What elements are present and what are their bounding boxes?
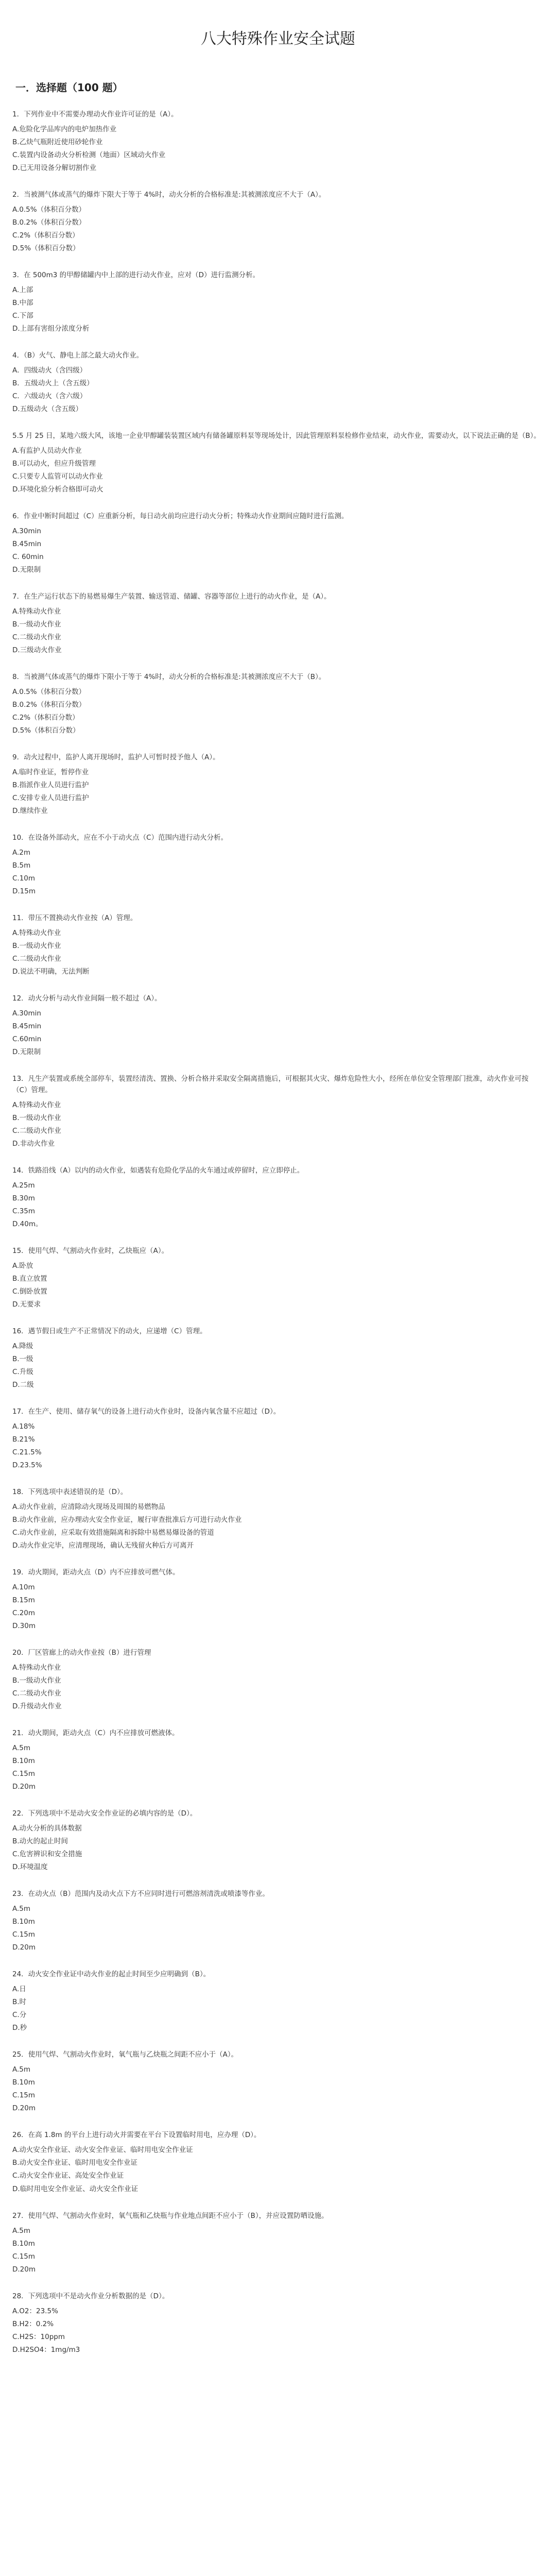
answer-option: D.H2SO4：1mg/m3	[12, 2346, 80, 2354]
answer-option: B.动火安全作业证、临时用电安全作业证	[12, 2159, 138, 2167]
question-item	[12, 511, 544, 575]
answer-option: A.动火安全作业证、动火安全作业证、临时用电安全作业证	[12, 2146, 193, 2154]
answer-option: B.10m	[12, 1918, 35, 1926]
answer-option: D.20m	[12, 1783, 36, 1791]
question-stem: 2．当被测气体或蒸气的爆炸下限大于等于 4%时，动火分析的合格标准是:其被测浓度应不大于（A）。	[12, 191, 326, 199]
question-item	[12, 2049, 544, 2114]
question-stem: 19．动火期间，距动火点（D）内不应排放可燃气体。	[12, 1568, 180, 1577]
question-stem: 10．在设备外部动火，应在不小于动火点（C）范围内进行动火分析。	[12, 834, 228, 842]
answer-option: D.秒	[12, 2024, 27, 2032]
question-stem: 13．凡生产装置或系统全部停车，装置经清洗、置换、分析合格并采取安全隔离措施后，可根据其火灾、爆炸危险性大小，经所在单位安全管理部门批准，动火作业可按（C）管理。	[12, 1075, 529, 1094]
answer-option: C.60min	[12, 1035, 42, 1043]
question-stem: 26．在高 1.8m 的平台上进行动火并需要在平台下设置临时用电，应办理（D）。	[12, 2131, 261, 2139]
answer-option: A.动火分析的具体数据	[12, 1824, 82, 1833]
answer-option: D.20m	[12, 2265, 36, 2274]
answer-option: D.20m	[12, 1943, 36, 1952]
question-stem: 27．使用气焊、气割动火作业时，氧气瓶和乙炔瓶与作业地点间距不应小于（B），并应设置防晒设施。	[12, 2212, 328, 2220]
question-stem: 14．铁路沿线（A）以内的动火作业，如遇装有危险化学品的火车通过或停留时，应立即停止。	[12, 1166, 304, 1175]
question-list	[12, 109, 544, 2355]
answer-option: D.环境化验分析合格即可动火	[12, 485, 103, 494]
answer-option: A.5m	[12, 1905, 31, 1913]
question-item	[12, 2291, 544, 2355]
question-stem: 22．下列选项中不是动火安全作业证的必填内容的是（D）。	[12, 1809, 197, 1818]
answer-option: D.15m	[12, 887, 36, 895]
answer-option: B.0.2%（体积百分数）	[12, 218, 86, 227]
answer-option: C.15m	[12, 1770, 36, 1778]
answer-option: A.30min	[12, 527, 41, 535]
answer-option: C.10m	[12, 874, 36, 883]
answer-option: B.一级动火作业	[12, 1676, 61, 1685]
question-stem: 16．遇节假日或生产不正常情况下的动火，应递增（C）管理。	[12, 1327, 207, 1335]
question-item	[12, 671, 544, 736]
answer-option: A.18%	[12, 1422, 35, 1431]
answer-option: D.30m	[12, 1622, 36, 1630]
answer-option: B.5m	[12, 861, 31, 870]
answer-option: A.上部	[12, 286, 33, 294]
answer-option: C.21.5%	[12, 1448, 42, 1456]
answer-option: D.继续作业	[12, 807, 48, 815]
answer-option: D.二级	[12, 1381, 34, 1389]
answer-option: A.特殊动火作业	[12, 929, 61, 937]
answer-option: C.20m	[12, 1609, 36, 1617]
question-item	[12, 350, 544, 415]
answer-option: C.分	[12, 2011, 27, 2019]
answer-option: A.30min	[12, 1009, 41, 1018]
answer-option: A.临时作业证，暂停作业	[12, 768, 89, 776]
answer-option: B.动火的起止时间	[12, 1837, 68, 1845]
answer-option: C.二级动火作业	[12, 1127, 61, 1135]
question-item	[12, 1647, 544, 1712]
answer-option: C.装置内设备动火分析检测（地面）区域动火作业	[12, 151, 166, 159]
answer-option: D.已无用设备分解切割作业	[12, 164, 97, 172]
answer-option: C.二级动火作业	[12, 633, 61, 641]
answer-option: B.直立放置	[12, 1275, 47, 1283]
answer-option: A.动火作业前，应清除动火现场及周围的易燃物品	[12, 1503, 165, 1511]
question-stem: 9．动火过程中，监护人离开现场时，监护人可暂时授予他人（A）。	[12, 753, 220, 761]
answer-option: C.安排专业人员进行监护	[12, 794, 89, 802]
question-stem: 12．动火分析与动火作业间隔一般不超过（A）。	[12, 994, 162, 1003]
document-title: 八大特殊作业安全试题	[201, 30, 355, 48]
answer-option: C.下部	[12, 312, 33, 320]
answer-option: B.可以动火，但应升级管理	[12, 460, 96, 468]
answer-option: C.升级	[12, 1368, 33, 1376]
answer-option: A.卧放	[12, 1262, 33, 1270]
question-stem: 1．下列作业中不需要办理动火作业许可证的是（A）。	[12, 110, 178, 118]
question-item	[12, 1486, 544, 1551]
answer-option: B.21%	[12, 1435, 35, 1444]
answer-option: A.5m	[12, 2065, 31, 2074]
answer-option: A.降级	[12, 1342, 33, 1350]
answer-option: A．四级动火（含四级）	[12, 366, 87, 375]
question-item	[12, 1727, 544, 1792]
answer-option: C.动火安全作业证、高处安全作业证	[12, 2172, 124, 2180]
question-item	[12, 1165, 544, 1230]
answer-option: C.H2S：10ppm	[12, 2333, 65, 2341]
answer-option: A.0.5%（体积百分数）	[12, 206, 86, 214]
answer-option: B.10m	[12, 1757, 35, 1765]
answer-option: D.动火作业完毕，应清理现场，确认无残留火种后方可离开	[12, 1541, 194, 1550]
answer-option: B.动火作业前，应办理动火安全作业证，履行审查批准后方可进行动火作业	[12, 1516, 242, 1524]
answer-option: D.临时用电安全作业证、动火安全作业证	[12, 2185, 138, 2193]
section-heading: 一．选择题（100 题）	[15, 81, 123, 94]
answer-option: A.25m	[12, 1181, 35, 1190]
question-item	[12, 269, 544, 334]
question-stem: 21．动火期间，距动火点（C）内不应排放可燃液体。	[12, 1729, 179, 1737]
answer-option: C.15m	[12, 1930, 36, 1939]
answer-option: A.危险化学品库内的电炉加热作业	[12, 125, 117, 133]
answer-option: A.2m	[12, 849, 31, 857]
question-stem: 28．下列选项中不是动火作业分析数据的是（D）。	[12, 2292, 169, 2300]
question-item	[12, 591, 544, 656]
answer-option: A.日	[12, 1985, 26, 1993]
question-item	[12, 1326, 544, 1391]
answer-option: C.倒卧放置	[12, 1287, 47, 1296]
answer-option: B.15m	[12, 1596, 35, 1604]
answer-option: B.指派作业人员进行监护	[12, 781, 89, 789]
question-item	[12, 1245, 544, 1310]
answer-option: A.特殊动火作业	[12, 607, 61, 616]
answer-option: A.有监护人员动火作业	[12, 447, 82, 455]
answer-option: A.0.5%（体积百分数）	[12, 688, 86, 696]
answer-option: B.10m	[12, 2240, 35, 2248]
question-stem: 24．动火安全作业证中动火作业的起止时间至少应明确到（B）。	[12, 1970, 211, 1978]
answer-option: C．六级动火（含六级）	[12, 392, 87, 400]
answer-option: D.23.5%	[12, 1461, 42, 1469]
answer-option: C.15m	[12, 2091, 36, 2099]
answer-option: C.二级动火作业	[12, 1689, 61, 1698]
question-item	[12, 430, 544, 495]
answer-option: A.5m	[12, 2227, 31, 2235]
question-item	[12, 109, 544, 174]
answer-option: B.乙炔气瓶附近使用砂轮作业	[12, 138, 103, 146]
question-item	[12, 1073, 544, 1149]
question-stem: 15．使用气焊、气割动火作业时，乙炔瓶应（A）。	[12, 1247, 169, 1255]
answer-option: D.无限制	[12, 566, 41, 574]
answer-option: C.15m	[12, 2252, 36, 2261]
answer-option: C.35m	[12, 1207, 36, 1215]
answer-option: A.5m	[12, 1744, 31, 1752]
answer-option: C.危害辨识和安全措施	[12, 1850, 82, 1858]
answer-option: B.45min	[12, 1022, 42, 1030]
answer-option: D.5%（体积百分数）	[12, 726, 80, 735]
answer-option: C.2%（体积百分数）	[12, 231, 79, 240]
question-item	[12, 1888, 544, 1953]
answer-option: B．五级动火上（含五级）	[12, 379, 94, 387]
answer-option: D.5%（体积百分数）	[12, 244, 80, 252]
answer-option: D.环境温度	[12, 1863, 48, 1871]
question-item	[12, 2210, 544, 2275]
question-stem: 20．厂区管廊上的动火作业按（B）进行管理	[12, 1649, 151, 1657]
answer-option: A.O2：23.5%	[12, 2307, 58, 2315]
answer-option: D.说法不明确，无法判断	[12, 968, 90, 976]
answer-option: D.无要求	[12, 1300, 41, 1309]
question-stem: 11．带压不置换动火作业按（A）管理。	[12, 914, 137, 922]
answer-option: D.上部有害组分浓度分析	[12, 325, 90, 333]
question-stem: 4．（B）火气、静电上部之最大动火作业。	[12, 351, 144, 360]
question-item	[12, 2129, 544, 2195]
question-item	[12, 912, 544, 977]
answer-option: B.45min	[12, 540, 42, 548]
answer-option: B.一级	[12, 1355, 33, 1363]
question-stem: 17．在生产、使用、储存氧气的设备上进行动火作业时，设备内氧含量不应超过（D）。	[12, 1408, 281, 1416]
answer-option: D.40m。	[12, 1220, 43, 1228]
answer-option: A.10m	[12, 1583, 35, 1591]
answer-option: B.10m	[12, 2078, 35, 2087]
question-item	[12, 1808, 544, 1873]
question-item	[12, 993, 544, 1058]
answer-option: B.一级动火作业	[12, 1114, 61, 1122]
answer-option: D.五级动火（含五级）	[12, 405, 83, 413]
question-stem: 23．在动火点（B）范围内及动火点下方不应同时进行可燃溶剂清洗或喷漆等作业。	[12, 1890, 269, 1898]
answer-option: C. 60min	[12, 553, 44, 561]
question-item	[12, 832, 544, 897]
question-stem: 18．下列选项中表述错误的是（D）。	[12, 1488, 128, 1496]
question-item	[12, 1969, 544, 2033]
question-stem: 5.5 月 25 日，某地六级大风，该地一企业甲醇罐装装置区域内有储备罐原料泵等现场处计，因此管理原料泵检修作业结束，动火作业，需要动火，以下说法正确的是（B）。	[12, 432, 541, 440]
answer-option: B.0.2%（体积百分数）	[12, 701, 86, 709]
question-item	[12, 752, 544, 817]
answer-option: D.20m	[12, 2104, 36, 2112]
answer-option: B.一级动火作业	[12, 620, 61, 629]
answer-option: C.2%（体积百分数）	[12, 714, 79, 722]
answer-option: A.特殊动火作业	[12, 1101, 61, 1109]
question-stem: 7．在生产运行状态下的易燃易爆生产装置、输送管道、储罐、容器等部位上进行的动火作业，是（A）。	[12, 592, 331, 601]
answer-option: B.一级动火作业	[12, 942, 61, 950]
question-item	[12, 189, 544, 254]
answer-option: B.30m	[12, 1194, 35, 1202]
answer-option: D.升级动火作业	[12, 1702, 62, 1710]
answer-option: C.动火作业前，应采取有效措施隔离和拆除中易燃易爆设备的管道	[12, 1529, 214, 1537]
answer-option: D.非动火作业	[12, 1140, 55, 1148]
question-item	[12, 1567, 544, 1632]
answer-option: D.无限制	[12, 1048, 41, 1056]
answer-option: B.中部	[12, 299, 33, 307]
answer-option: D.三级动火作业	[12, 646, 62, 654]
answer-option: C.二级动火作业	[12, 955, 61, 963]
question-stem: 25．使用气焊、气割动火作业时，氧气瓶与乙炔瓶之间距不应小于（A）。	[12, 2050, 238, 2059]
answer-option: B.时	[12, 1998, 27, 2006]
answer-option: C.只要专人监管可以动火作业	[12, 472, 103, 481]
question-item	[12, 1406, 544, 1471]
answer-option: B.H2：0.2%	[12, 2320, 54, 2328]
answer-option: A.特殊动火作业	[12, 1664, 61, 1672]
question-stem: 8．当被测气体或蒸气的爆炸下限小于等于 4%时，动火分析的合格标准是:其被测浓度应不大于（B）。	[12, 673, 326, 681]
question-stem: 6．作业中断时间超过（C）应重新分析，每日动火前均应进行动火分析；特殊动火作业期间应随时进行监测。	[12, 512, 349, 520]
question-stem: 3．在 500m3 的甲醇储罐内中上部的进行动火作业，应对（D）进行监测分析。	[12, 271, 260, 279]
